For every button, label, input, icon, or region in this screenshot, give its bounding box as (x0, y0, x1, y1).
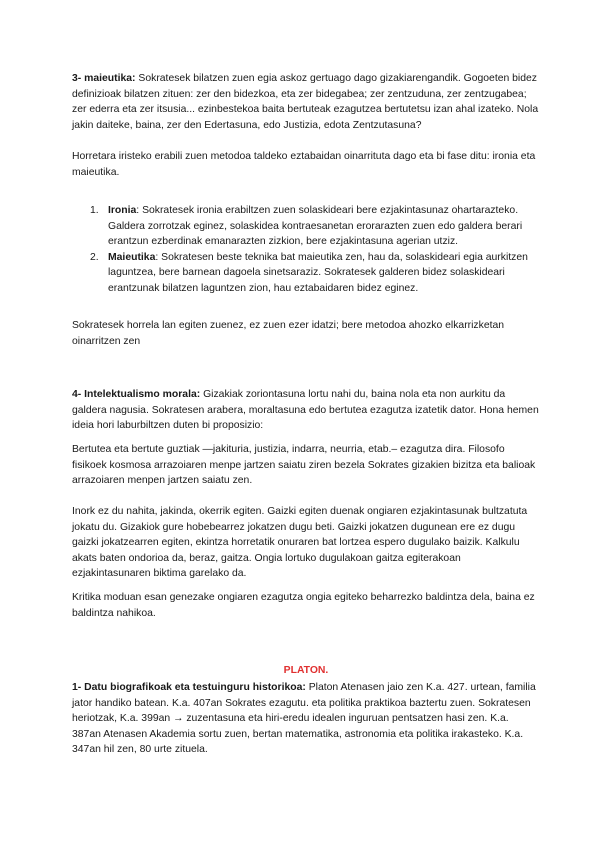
list-term: Ironia (108, 205, 137, 216)
section4-paragraph-1: Bertutea eta bertute guztiak —jakituria, justizia, indarra, neurria, etab.– ezagutza dira. Filosofo fisikoek kosmosa arrazoiaren menpe jartzen saiatu ziren bezela Sokrates gizakien bizitza eta balioak arrazoiaren menpen jartzen saiatu zen. (72, 444, 536, 487)
section3-method: Horretara iristeko erabili zuen metodoa taldeko eztabaidan oinarrituta dago eta bi fase ditu: ironia eta maieutika. (72, 151, 536, 178)
list-number: 2. (90, 251, 99, 263)
list-text: : Sokratesen beste teknika bat maieutika zen, hau da, solaskideari egia aurkitzen laguntzea, bere barnean dagoela sinetsaraziz. Sokratesek galderen bidez solaskideari erantzunak bilatzen laguntzen zion, hau eztabaidaren bidez eginez. (108, 251, 528, 294)
list-item-maieutika (72, 250, 540, 297)
section4-paragraph-3: Kritika moduan esan genezake ongiaren ezagutza ongia egiteko beharrezko baldintza dela, baina ez baldintza nahikoa. (72, 592, 535, 619)
section3-phase-list (72, 203, 540, 297)
list-text: : Sokratesek ironia erabiltzen zuen solaskideari bere ezjakintasunaz ohartarazteko. Galdera zorrotzak eginez, solaskidea kontraesanetan erorarazten zuen edo galdera berari erantzun ezberdinak emanarazten zizkion, bere ezjakintasuna agerian utziz. (108, 205, 523, 248)
list-item-ironia (72, 203, 540, 250)
list-term: Maieutika (108, 251, 156, 263)
section4-intro: Gizakiak zoriontasuna lortu nahi du, baina nola eta non aurkitu da galdera nagusia. Sokratesen arabera, moraltasuna edo bertutea ezagutza izatetik dator. Hona hemen ideia hori laburbiltzen duten bi proposizio: (72, 389, 539, 432)
list-number: 1. (90, 205, 99, 216)
section3-closing: Sokratesek horrela lan egiten zuenez, ez zuen ezer idatzi; bere metodoa ahozko elkarrizketan oinarritzen zen (72, 320, 505, 347)
platon-heading: 1- Datu biografikoak eta testuinguru historikoa: (72, 682, 306, 693)
section4-paragraph-2: Inork ez du nahita, jakinda, okerrik egiten. Gaizki egiten duenak ongiaren ezjakintasunak bultzatuta jokatu du. Gizakiok gure hobebearrez jokatzen dugu beti. Gaizki jokatzen dugunean ere ez dugu gaizki jokatzearren egiten, ekintza horretatik onuraren bat lortzea espero dugulako baizik. Kalkulu akats baten ondorioa da, beraz, gaitza. Ongia lortuko dugulakoan gaitza egiterakoan ezjakintasunaren biktima garelako da. (72, 506, 528, 580)
section4-heading: 4- Intelektualismo morala: (72, 389, 201, 400)
platon-bio-paragraph (72, 680, 540, 758)
section4-intro-paragraph (72, 387, 540, 434)
platon-title: PLATON. (283, 665, 329, 676)
platon-bio-text: Platon Atenasen jaio zen K.a. 427. urtean, familia jator handiko batean. K.a. 407an Sokrates ezagutu. eta politika praktikoa baztertu zuen. Sokratesen heriotzak, K.a. 399an → zuzentasuna eta hiri-eredu idealen inguruan pentsatzen hasi zen. K.a. 387an Atenasen Akademia sortu zuen, bertan matematika, astronomia eta politika irakasteko. K.a. 347an hil zen, 80 urte zituela. (72, 682, 536, 756)
section3-intro-paragraph (72, 71, 540, 133)
section3-heading: 3- maieutika: (72, 73, 136, 84)
section3-intro: Sokratesek bilatzen zuen egia askoz gertuago dago gizakiarengandik. Gogoeten bidez definizioak bilatzen zituen: zer den bidezkoa, eta zer bidegabea; zer zentzuduna, zer zentzugabea; zer ederra eta zer itsusia... ezinbestekoa baita bertuteak ezagutzea bertutetsu izan ahal izateko. Nola jakin daiteke, baina, zer den Edertasuna, edo Justizia, edota Zentzutasuna? (72, 73, 539, 131)
